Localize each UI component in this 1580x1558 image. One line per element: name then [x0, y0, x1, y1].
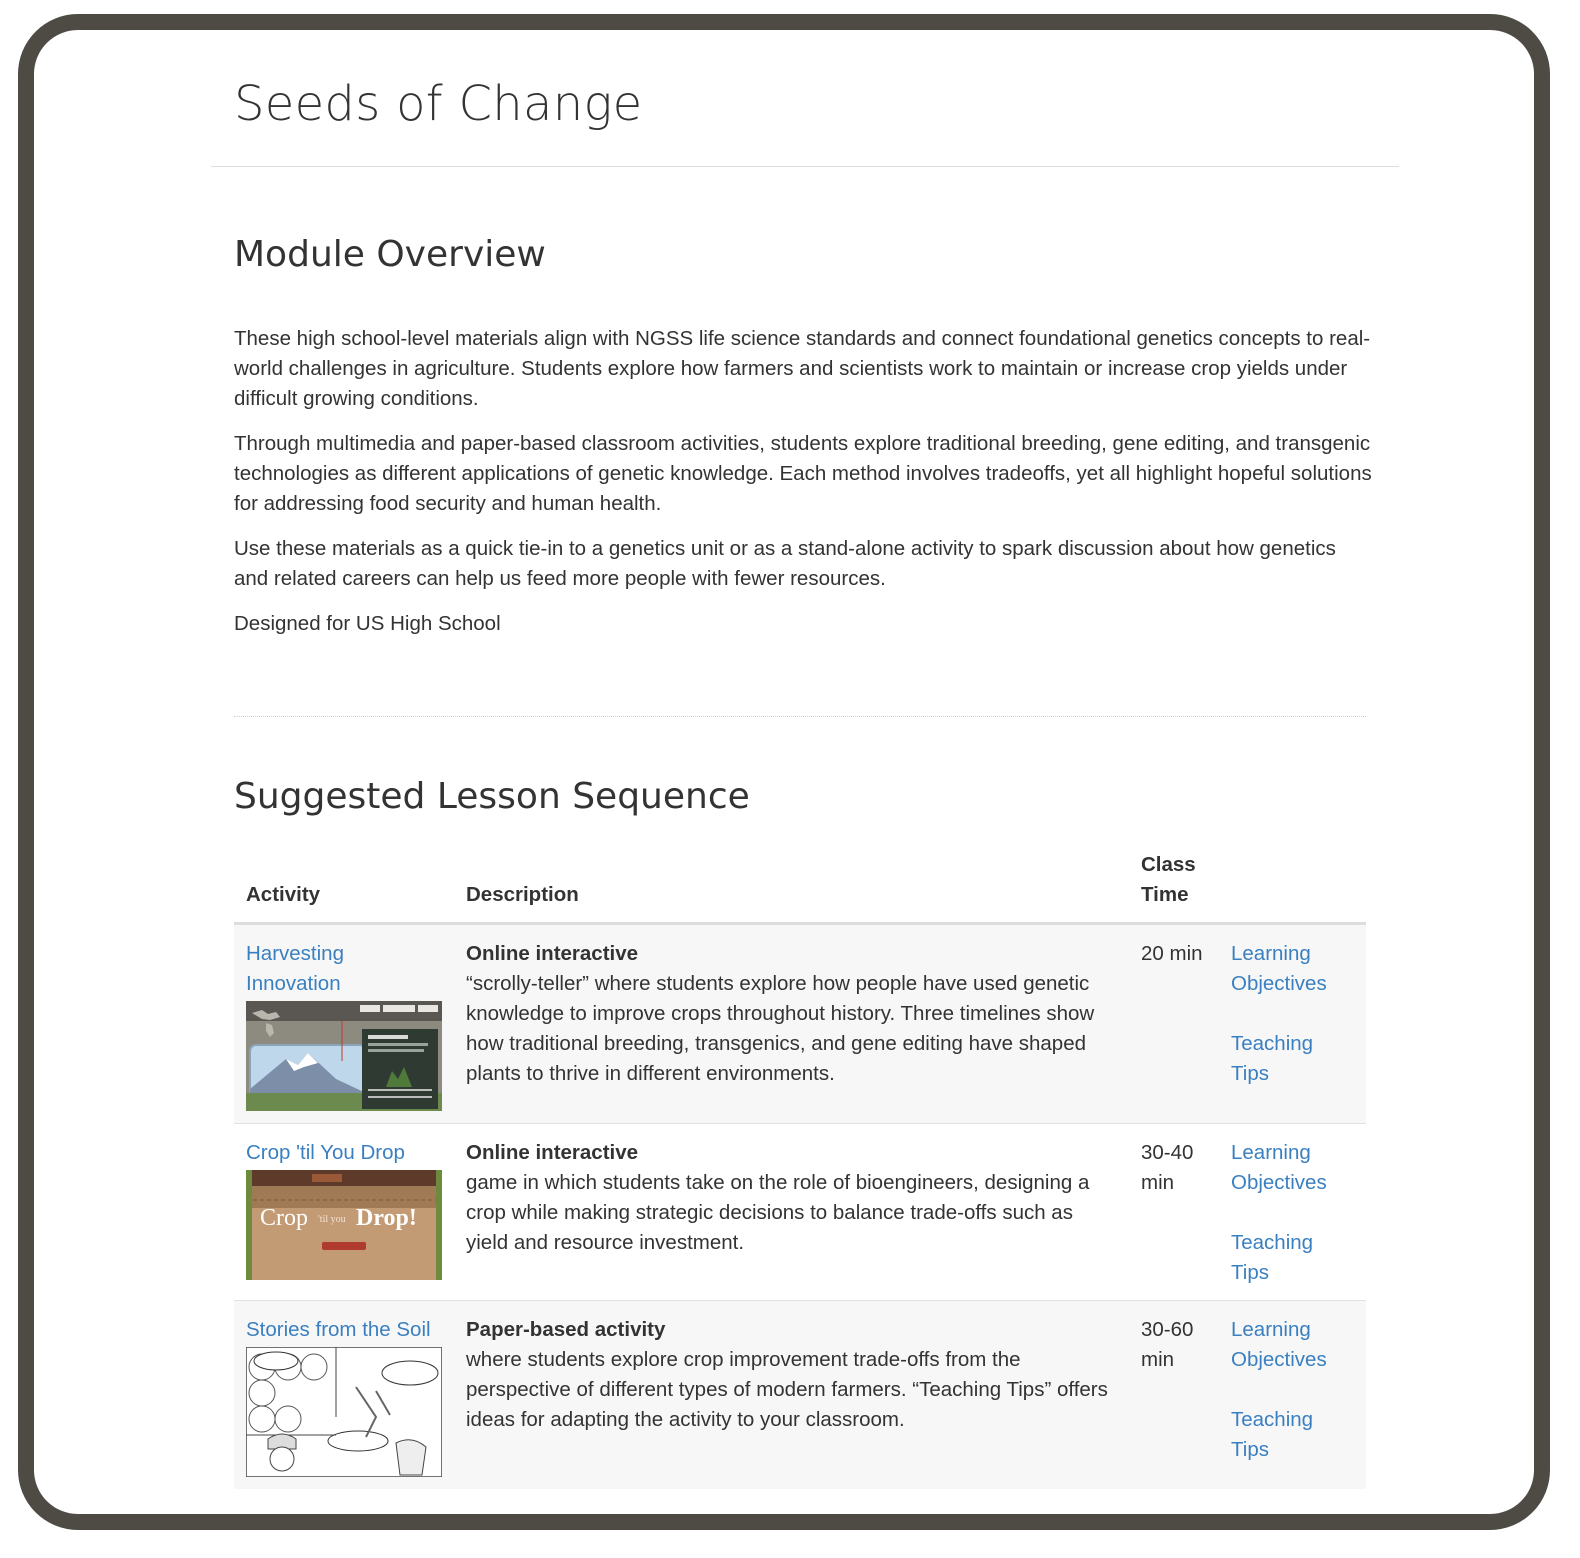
learning-objectives-link[interactable]: Learning Objectives	[1231, 1318, 1327, 1371]
lesson-sequence-heading: Suggested Lesson Sequence	[234, 776, 750, 817]
activity-link-harvesting-innovation[interactable]: Harvesting Innovation	[246, 942, 344, 995]
activity-link-stories-from-the-soil[interactable]: Stories from the Soil	[246, 1318, 431, 1341]
activity-description: game in which students take on the role of bioengineers, designing a crop while making strategic decisions to balance trade-offs such as yield and resource investment.	[466, 1171, 1090, 1254]
crop-til-you-drop-thumbnail[interactable]	[246, 1170, 442, 1280]
table-header-row	[234, 850, 1366, 924]
thumb-til-word: 'til you	[318, 1214, 346, 1225]
page-title: Seeds of Change	[234, 76, 643, 132]
class-time-cell: 30-60 min	[1129, 1301, 1219, 1490]
links-cell	[1219, 924, 1366, 1124]
lesson-table	[234, 850, 1366, 1489]
activity-cell	[234, 924, 454, 1124]
overview-paragraph: These high school-level materials align with NGSS life science standards and connect foundational genetics concepts to real-world challenges in agriculture. Students explore how farmers and scientists work to maintain or increase crop yields under difficult growing conditions.	[234, 327, 1371, 410]
overview-text	[234, 324, 1374, 654]
learning-objectives-link[interactable]: Learning Objectives	[1231, 942, 1327, 995]
table-row	[234, 924, 1366, 1124]
designed-for-text: Designed for US High School	[234, 612, 501, 635]
activity-type: Paper-based activity	[466, 1318, 666, 1341]
table-row	[234, 1124, 1366, 1301]
activity-type: Online interactive	[466, 1141, 639, 1164]
page-content	[34, 30, 1534, 1514]
activity-link-crop-til-you-drop[interactable]: Crop 'til You Drop	[246, 1141, 405, 1164]
teaching-tips-link[interactable]: Teaching Tips	[1231, 1032, 1314, 1085]
description-cell	[454, 924, 1129, 1124]
activity-description: “scrolly-teller” where students explore how people have used genetic knowledge to improve crops throughout history. Three timelines show how traditional breeding, transgenics, and gene editing have shaped plants to thrive in different environments.	[466, 972, 1095, 1085]
thumb-drop-word: Drop!	[356, 1205, 417, 1231]
device-frame	[18, 14, 1550, 1530]
column-header-class-time: Class Time	[1129, 850, 1219, 924]
activity-description: where students explore crop improvement trade-offs from the perspective of different types of modern farmers. “Teaching Tips” offers ideas for adapting the activity to your classroom.	[466, 1348, 1108, 1431]
links-cell	[1219, 1124, 1366, 1301]
column-header-activity: Activity	[234, 850, 454, 924]
teaching-tips-link[interactable]: Teaching Tips	[1231, 1408, 1314, 1461]
teaching-tips-link[interactable]: Teaching Tips	[1231, 1231, 1314, 1284]
class-time-cell: 20 min	[1129, 924, 1219, 1124]
thumb-crop-word: Crop	[260, 1205, 308, 1231]
column-header-description: Description	[454, 850, 1129, 924]
description-cell	[454, 1124, 1129, 1301]
section-divider	[234, 716, 1366, 717]
activity-cell	[234, 1301, 454, 1490]
stories-from-the-soil-thumbnail[interactable]	[246, 1347, 442, 1477]
table-row	[234, 1301, 1366, 1490]
description-cell	[454, 1301, 1129, 1490]
module-overview-heading: Module Overview	[234, 234, 546, 275]
title-divider	[211, 166, 1399, 167]
overview-paragraph: Through multimedia and paper-based classroom activities, students explore traditional breeding, gene editing, and transgenic technologies as different applications of genetic knowledge. Each method involves tradeoffs, yet all highlight hopeful solutions for addressing food security and human health.	[234, 432, 1372, 515]
activity-cell	[234, 1124, 454, 1301]
column-header-links	[1219, 850, 1366, 924]
overview-paragraph: Use these materials as a quick tie-in to a genetics unit or as a stand-alone activity to spark discussion about how genetics and related careers can help us feed more people with fewer resources.	[234, 537, 1336, 590]
learning-objectives-link[interactable]: Learning Objectives	[1231, 1141, 1327, 1194]
harvesting-innovation-thumbnail[interactable]	[246, 1001, 442, 1111]
class-time-cell: 30-40 min	[1129, 1124, 1219, 1301]
links-cell	[1219, 1301, 1366, 1490]
activity-type: Online interactive	[466, 942, 639, 965]
